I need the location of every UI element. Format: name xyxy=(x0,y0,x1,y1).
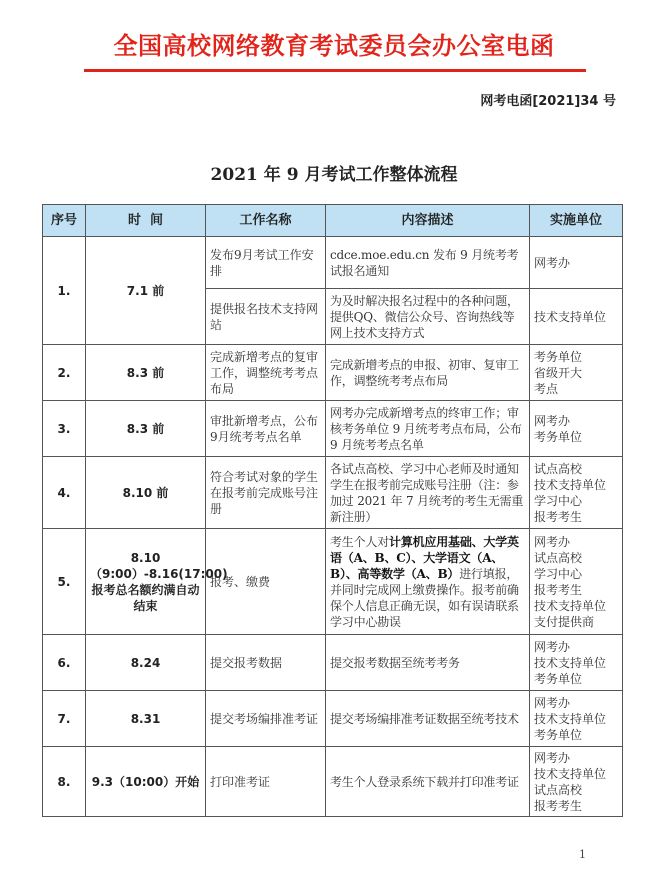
row-time: 7.1 前 xyxy=(86,237,206,345)
row-time: 8.3 前 xyxy=(86,401,206,457)
page-number: 1 xyxy=(579,848,586,861)
row-description: 提交报考数据至统考考务 xyxy=(326,635,530,691)
table-row xyxy=(43,457,623,529)
row-description: 提交考场编排准考证数据至统考技术 xyxy=(326,691,530,747)
row-time: 9.3（10:00）开始 xyxy=(86,747,206,817)
table-header-row xyxy=(43,205,623,237)
col-header-task: 工作名称 xyxy=(206,205,326,237)
row-time: 8.10（9:00）-8.16(17:00)报考总名额约满自动结束 xyxy=(86,529,206,635)
row-task: 符合考试对象的学生在报考前完成账号注册 xyxy=(206,457,326,529)
workflow-table xyxy=(42,204,623,817)
row-description xyxy=(326,529,530,635)
table-row xyxy=(43,691,623,747)
table-row xyxy=(43,529,623,635)
col-header-description: 内容描述 xyxy=(326,205,530,237)
row-task: 审批新增考点，公布9月统考考点名单 xyxy=(206,401,326,457)
row-unit: 网考办 试点高校 学习中心 报考考生 技术支持单位 支付提供商 xyxy=(530,529,623,635)
table-row xyxy=(43,237,623,289)
row-description: 网考办完成新增考点的终审工作；审核考务单位 9 月统考考点布局，公布 9 月统考考点名单 xyxy=(326,401,530,457)
row-task: 提供报名技术支持网站 xyxy=(206,289,326,345)
row-description: 为及时解决报名过程中的各种问题，提供QQ、微信公众号、咨询热线等网上技术支持方式 xyxy=(326,289,530,345)
row-description: 各试点高校、学习中心老师及时通知学生在报考前完成账号注册（注：参加过 2021 年 7 月统考的考生无需重新注册） xyxy=(326,457,530,529)
row-unit: 网考办 技术支持单位 试点高校 报考考生 xyxy=(530,747,623,817)
table-row xyxy=(43,635,623,691)
row-task: 发布9月考试工作安排 xyxy=(206,237,326,289)
row-seq: 6. xyxy=(43,635,86,691)
row-unit: 技术支持单位 xyxy=(530,289,623,345)
row-unit: 考务单位 省级开大 考点 xyxy=(530,345,623,401)
row-task: 报考、缴费 xyxy=(206,529,326,635)
row-seq: 3. xyxy=(43,401,86,457)
col-header-unit: 实施单位 xyxy=(530,205,623,237)
row-seq: 2. xyxy=(43,345,86,401)
col-header-seq: 序号 xyxy=(43,205,86,237)
row-task: 提交考场编排准考证 xyxy=(206,691,326,747)
row-time: 8.10 前 xyxy=(86,457,206,529)
row-task: 提交报考数据 xyxy=(206,635,326,691)
row-description: 完成新增考点的申报、初审、复审工作，调整统考考点布局 xyxy=(326,345,530,401)
table-row xyxy=(43,747,623,817)
table-row xyxy=(43,345,623,401)
letterhead-title: 全国高校网络教育考试委员会办公室电函 xyxy=(113,32,555,60)
exam-subjects: 计算机应用基础、大学英语（A、B、C）、大学语文（A、B）、高等数学（A、B） xyxy=(330,534,519,581)
row-description: 考生个人登录系统下载并打印准考证 xyxy=(326,747,530,817)
row-seq: 1. xyxy=(43,237,86,345)
description-suffix: 进行填报，并同时完成网上缴费操作。报考前确保个人信息正确无误，如有误请联系学习中心勘误 xyxy=(330,566,519,629)
row-description: cdce.moe.edu.cn 发布 9 月统考考试报名通知 xyxy=(326,237,530,289)
document-number: 网考电函[2021]34 号 xyxy=(480,94,616,109)
row-unit: 网考办 考务单位 xyxy=(530,401,623,457)
row-unit: 试点高校 技术支持单位 学习中心 报考考生 xyxy=(530,457,623,529)
table-row xyxy=(43,401,623,457)
row-time: 8.3 前 xyxy=(86,345,206,401)
description-prefix: 考生个人对 xyxy=(330,534,390,549)
row-seq: 7. xyxy=(43,691,86,747)
row-unit: 网考办 xyxy=(530,237,623,289)
row-time: 8.31 xyxy=(86,691,206,747)
row-unit: 网考办 技术支持单位 考务单位 xyxy=(530,691,623,747)
row-seq: 5. xyxy=(43,529,86,635)
col-header-time: 时 间 xyxy=(86,205,206,237)
letterhead-rule xyxy=(84,69,586,72)
row-seq: 8. xyxy=(43,747,86,817)
row-seq: 4. xyxy=(43,457,86,529)
row-task: 完成新增考点的复审工作，调整统考考点布局 xyxy=(206,345,326,401)
row-task: 打印准考证 xyxy=(206,747,326,817)
row-unit: 网考办 技术支持单位 考务单位 xyxy=(530,635,623,691)
page-title: 2021 年 9 月考试工作整体流程 xyxy=(210,165,458,185)
row-time: 8.24 xyxy=(86,635,206,691)
